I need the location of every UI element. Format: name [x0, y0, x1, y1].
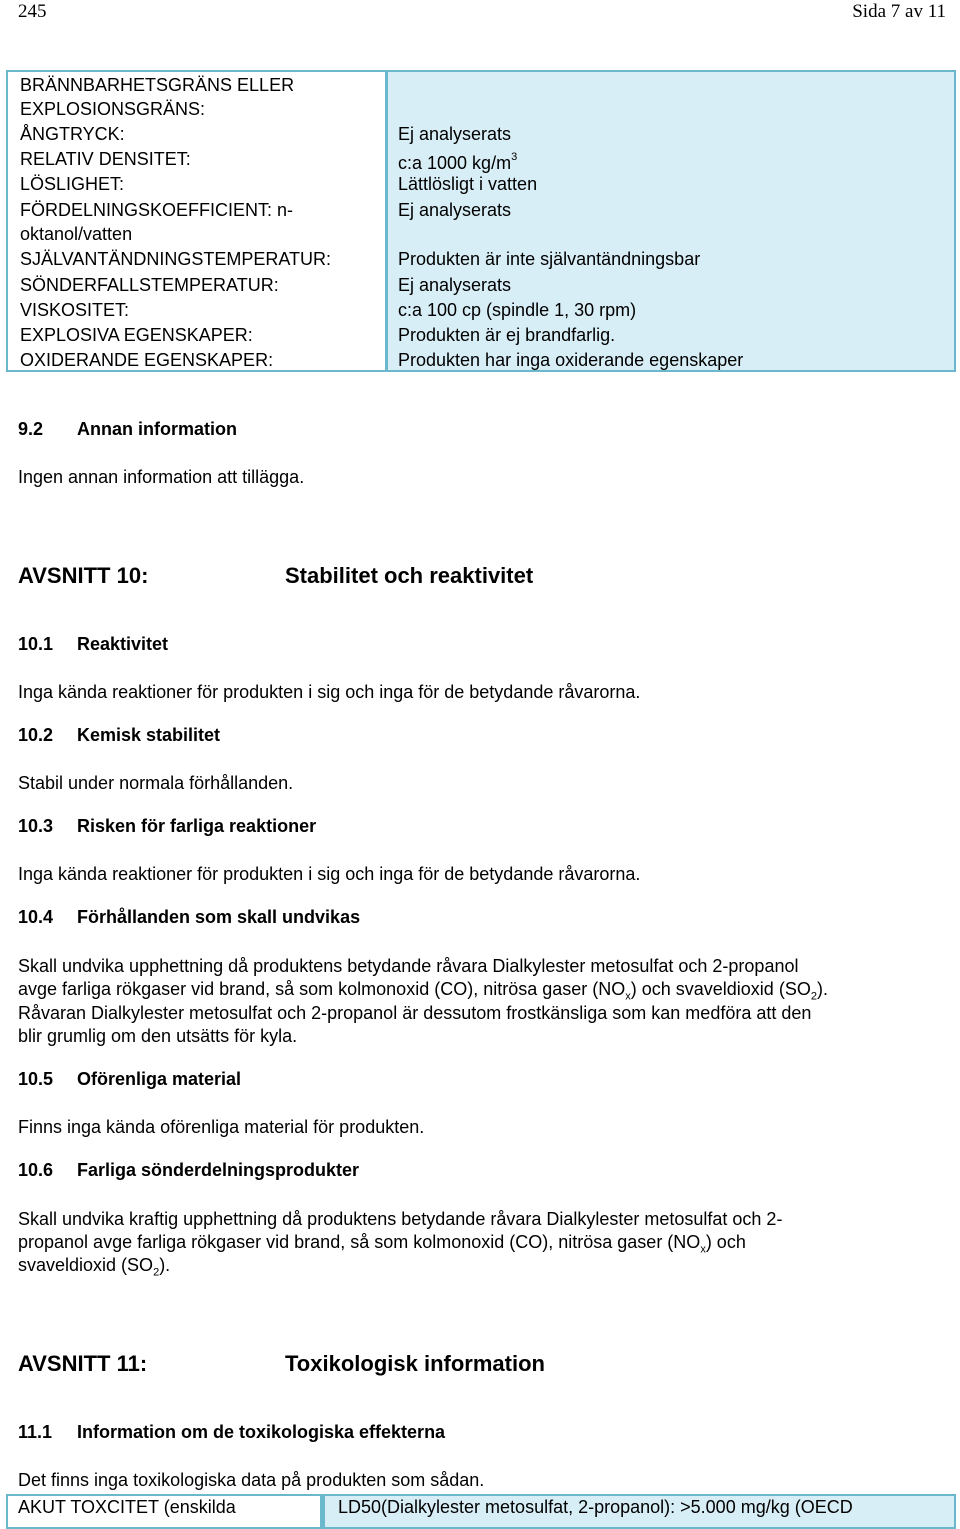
subsection-number: 9.2: [18, 419, 44, 439]
property-label: SÖNDERFALLSTEMPERATUR:: [20, 275, 279, 295]
paragraph-line: Skall undvika upphettning då produktens betydande råvara Dialkylester metosulfat och 2-propanol: [18, 956, 799, 976]
property-label: RELATIV DENSITET:: [20, 149, 191, 169]
toxicity-value-cell: [322, 1494, 956, 1529]
page-number-label: Sida 7 av 11: [852, 1, 946, 22]
subsection-text: Stabil under normala förhållanden.: [18, 773, 294, 793]
property-label: OXIDERANDE EGENSKAPER:: [20, 350, 274, 370]
properties-label-column: [8, 72, 388, 370]
subsection-number: 10.2: [18, 725, 54, 745]
property-value: Produkten har inga oxiderande egenskaper: [398, 350, 744, 370]
subsection-title: Kemisk stabilitet: [77, 725, 221, 745]
paragraph-line: Skall undvika kraftig upphettning då produktens betydande råvara Dialkylester metosulfat och 2-: [18, 1209, 783, 1229]
property-label: LÖSLIGHET:: [20, 174, 125, 194]
subsection-title: Oförenliga material: [77, 1069, 242, 1089]
subsection-title: Förhållanden som skall undvikas: [77, 907, 361, 927]
subsection-number: 10.5: [18, 1069, 54, 1089]
section-title: Stabilitet och reaktivitet: [285, 563, 534, 588]
paragraph-line: Råvaran Dialkylester metosulfat och 2-propanol är dessutom frostkänsliga som kan medföra att den: [18, 1003, 812, 1023]
property-label: BRÄNNBARHETSGRÄNS ELLER: [20, 75, 295, 95]
subsection-title: Risken för farliga reaktioner: [77, 816, 317, 836]
section-label: AVSNITT 10:: [18, 563, 149, 588]
subsection-number: 10.1: [18, 634, 54, 654]
subsection-title: Annan information: [77, 419, 237, 439]
property-value: Lättlösligt i vatten: [398, 174, 538, 194]
subsection-title: Farliga sönderdelningsprodukter: [77, 1160, 360, 1180]
paragraph-line: propanol avge farliga rökgaser vid brand, så som kolmonoxid (CO), nitrösa gaser $(NO_x)$ och: [18, 1232, 746, 1256]
toxicity-label: AKUT TOXCITET (enskilda: [18, 1497, 236, 1517]
subsection-text: Finns inga kända oförenliga material för produkten.: [18, 1117, 425, 1137]
property-label: EXPLOSIVA EGENSKAPER:: [20, 325, 253, 345]
property-value: Produkten är inte självantändningsbar: [398, 249, 701, 269]
property-label: ÅNGTRYCK:: [20, 124, 125, 144]
subsection-number: 11.1: [18, 1422, 53, 1442]
section-title: Toxikologisk information: [285, 1351, 545, 1376]
property-label: VISKOSITET:: [20, 300, 130, 320]
page-ref-number: 245: [18, 1, 47, 22]
property-value: c:a 100 cp (spindle 1, 30 rpm): [398, 300, 637, 320]
paragraph-line: avge farliga rökgaser vid brand, så som kolmonoxid (CO), nitrösa gaser $(NO_x)$ och svaveldioxid $(SO_2)$.: [18, 979, 828, 1003]
property-value: Ej analyserats: [398, 124, 512, 144]
subsection-number: 10.6: [18, 1160, 54, 1180]
subsection-number: 10.3: [18, 816, 54, 836]
paragraph-line: blir grumlig om den utsätts för kyla.: [18, 1026, 298, 1046]
property-value: Ej analyserats: [398, 200, 512, 220]
subsection-title: Information om de toxikologiska effekterna: [77, 1422, 446, 1442]
section-label: AVSNITT 11:: [18, 1351, 148, 1376]
property-label: FÖRDELNINGSKOEFFICIENT: n-: [20, 200, 294, 220]
subsection-text: Inga kända reaktioner för produkten i sig och inga för de betydande råvarorna.: [18, 682, 641, 702]
paragraph-line: svaveldioxid $(SO_2)$.: [18, 1255, 171, 1279]
toxicity-table: [6, 1494, 956, 1529]
subsection-text: Inga kända reaktioner för produkten i sig och inga för de betydande råvarorna.: [18, 864, 641, 884]
property-label: EXPLOSIONSGRÄNS:: [20, 99, 206, 119]
property-label: oktanol/vatten: [20, 224, 133, 244]
properties-value-column: [388, 72, 954, 370]
property-value: c:a 1000 $kg/m^3$: [398, 151, 518, 173]
subsection-text: Det finns inga toxikologiska data på produkten som sådan.: [18, 1470, 485, 1490]
property-value: Produkten är ej brandfarlig.: [398, 325, 616, 345]
subsection-title: Reaktivitet: [77, 634, 169, 654]
toxicity-value: LD50(Dialkylester metosulfat, 2-propanol): >5.000 mg/kg (OECD: [338, 1497, 853, 1517]
subsection-text: Ingen annan information att tillägga.: [18, 467, 305, 487]
physical-properties-table: [6, 70, 956, 372]
property-value: Ej analyserats: [398, 275, 512, 295]
toxicity-label-cell: [6, 1494, 322, 1529]
subsection-number: 10.4: [18, 907, 54, 927]
property-label: SJÄLVANTÄNDNINGSTEMPERATUR:: [20, 249, 332, 269]
